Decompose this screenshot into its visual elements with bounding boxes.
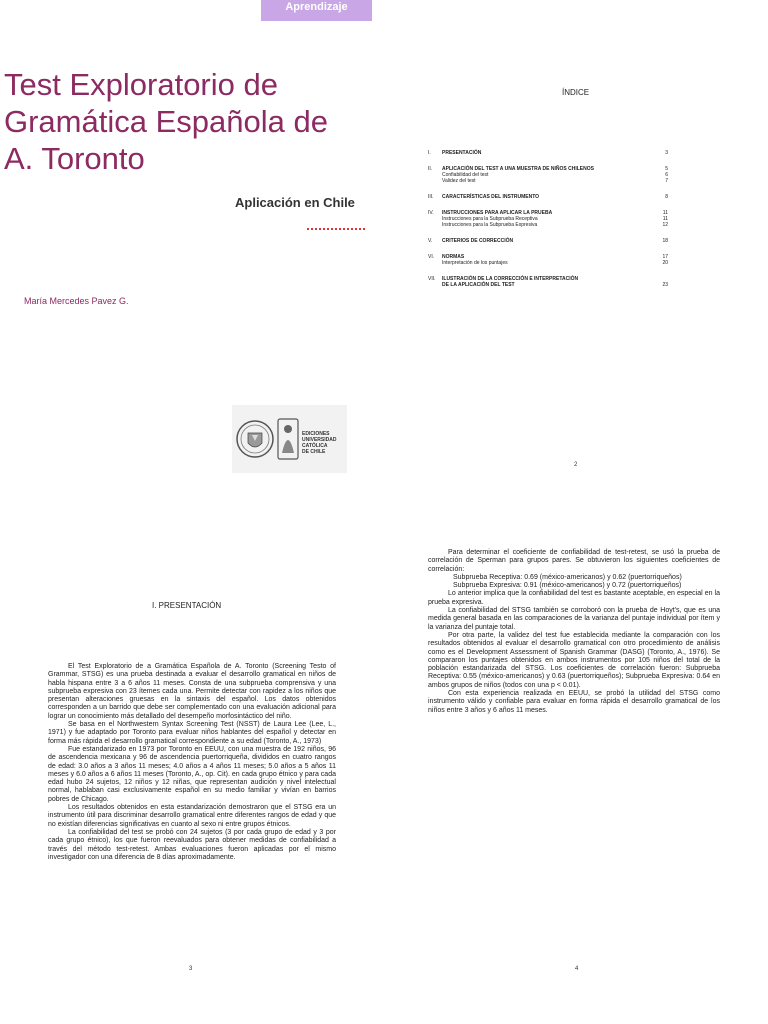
section-heading: I. PRESENTACIÓN <box>152 601 222 610</box>
toc-entry-page: 18 <box>662 238 668 244</box>
body-paragraph: El Test Exploratorio de a Gramática Española de A. Toronto (Screening Testo of Grammar, STSG) es una prueba destinada a evaluar el desarrollo gramatical en niños de habla hispana entre 3 a 6 años 11 meses. Consta de una subprueba comprensiva y una subprueba expresiva con 23 ítemes cada una. Permite detectar con rapidez a los niños que presentan alteraciones gruesas en la sintaxis del español. Los datos obtenidos corresponden a un barrido que debe ser complementado con una evaluación adicional para lograr un conocimiento más detallado del desempeño morfosintáctico del niño. <box>48 663 336 720</box>
toc-entry[interactable] <box>428 166 668 184</box>
toc-entry-label: Confiabilidad del test <box>442 172 489 178</box>
toc-entry-label: CRITERIOS DE CORRECCIÓN <box>442 238 514 244</box>
toc-entry-page: 11 <box>662 210 668 216</box>
page-number: 2 <box>574 462 578 468</box>
document-subtitle: Aplicación en Chile <box>235 195 355 210</box>
toc-entry[interactable] <box>428 150 668 156</box>
toc-entry[interactable] <box>428 238 668 244</box>
toc-number: V. <box>428 238 433 244</box>
toc-number: I. <box>428 150 431 156</box>
toc-number: II. <box>428 166 433 172</box>
author-name: María Mercedes Pavez G. <box>24 296 129 306</box>
toc-entry[interactable] <box>428 254 668 266</box>
body-paragraph: Lo anterior implica que la confiabilidad del test es bastante aceptable, en especial en la prueba expresiva. <box>428 590 720 606</box>
toc-entry[interactable] <box>428 276 668 288</box>
page3-body <box>48 663 336 862</box>
publisher-logo <box>232 405 347 473</box>
body-paragraph: Subprueba Expresiva: 0.91 (méxico-americanos) y 0.72 (puertorriqueños) <box>453 582 682 590</box>
toc-entry-label: APLICACIÓN DEL TEST A UNA MUESTRA DE NIÑOS CHILENOS <box>442 166 594 172</box>
toc-heading: ÍNDICE <box>562 88 590 97</box>
toc-entry-page: 12 <box>662 222 668 228</box>
body-paragraph: Con esta experiencia realizada en EEUU, se probó la utilidad del STSG como instrumento válido y confiable para evaluar en forma rápida el desarrollo gramatical de los niños entre 3 años y 6 años 11 meses. <box>428 690 720 714</box>
toc-entry-label: CARACTERÍSTICAS DEL INSTRUMENTO <box>442 194 540 200</box>
toc-entry-page: 8 <box>665 194 668 200</box>
body-paragraph: La confiabilidad del test se probó con 24 sujetos (3 por cada grupo de edad y 3 por cada grupo étnico), los que fueron reevaluados para obtener medidas de confiabilidad a través del método test-retest. Ambas evaluaciones fueron aplicadas por el mismo investigador con una diferencia de 8 días aproximadamente. <box>48 828 336 861</box>
toc-entry-label: PRESENTACIÓN <box>442 150 482 156</box>
table-of-contents <box>428 150 668 298</box>
document-title: Test Exploratorio de Gramática Española de A. Toronto <box>4 67 328 176</box>
toc-entry-page: 7 <box>665 178 668 184</box>
toc-entry-label: DE LA APLICACIÓN DEL TEST <box>442 282 515 288</box>
body-paragraph: La confiabilidad del STSG también se corroboró con la prueba de Hoyt's, que es una medida general basada en las comparaciones de la varianza del puntaje individual por ítem y la varianza del puntaje total. <box>428 607 720 631</box>
toc-entry-label: Interpretación de los puntajes <box>442 260 508 266</box>
toc-entry-label: INSTRUCCIONES PARA APLICAR LA PRUEBA <box>442 210 553 216</box>
toc-entry-page: 17 <box>662 254 668 260</box>
body-paragraph: Se basa en el Northwestern Syntax Screening Test (NSST) de Laura Lee (Lee, L., 1971) y fue adaptado por Toronto para evaluar niños hablantes del español y detectar en forma más rápida el desarrollo gramatical correspondiente a su edad (Toronto, A., 1973) <box>48 721 336 745</box>
toc-number: VII. <box>428 276 436 282</box>
toc-entry-label: Instrucciones para la Subprueba Expresiva <box>442 222 538 228</box>
toc-number: III. <box>428 194 434 200</box>
toc-entry-label: ILUSTRACIÓN DE LA CORRECCIÓN E INTERPRETACIÓN <box>442 276 579 282</box>
toc-entry[interactable] <box>428 194 668 200</box>
toc-number: VI. <box>428 254 435 260</box>
body-paragraph: Los resultados obtenidos en esta estandarización demostraron que el STSG era un instrumento útil para discriminar desarrollo gramatical entre diferentes rangos de edad y que no existían diferencias significativas en cuanto al sexo ni entre grupos étnicos. <box>48 804 336 828</box>
decorative-underline <box>307 228 365 233</box>
toc-entry-page: 11 <box>662 216 668 222</box>
page-number: 3 <box>189 966 193 972</box>
toc-entry-label: NORMAS <box>442 254 465 260</box>
body-paragraph: Subprueba Receptiva: 0.69 (méxico-americanos) y 0.62 (puertorriqueños) <box>453 573 682 581</box>
toc-entry-label: Validez del test <box>442 178 476 184</box>
body-paragraph: Fue estandarizado en 1973 por Toronto en EEUU, con una muestra de 192 niños, 96 de ascendencia mexicana y 96 de ascendencia puertorriqueña, divididos en cuatro rangos de edad: 3.0 años a 3 años 11 meses; 4.0 años a 4 años 11 meses; 5.0 años a 5 años 11 meses y 6.0 años a 6 años 11 meses (Toronto, A., op. Cit). en cada grupo étnico y para cada edad hubo 24 sujetos, 12 niños y 12 niñas, que representan audición y nivel intelectual normal, hablaban casi exclusivamente español en su medio familiar y vivían en barrios pobres de Chicago. <box>48 745 336 803</box>
body-paragraph: Por otra parte, la validez del test fue establecida mediante la comparación con los resultados obtenidos al evaluar el desarrollo gramatical con otro procedimiento de análisis como es el Development Assessment of Spanish Grammar (DASG) (Toronto, A., 1976). Se compararon los puntajes obtenidos en ambos instrumentos por 105 niños del total de la población estandarizada del STSG. Los coeficientes de correlación fueron: Subprueba Receptiva: 0.55 (méxico-americanos) y 0.63 (puertorriqueños); Subprueba Expresiva: 0.64 en ambos grupos de niños (todos con una p < 0.01). <box>428 631 720 689</box>
toc-entry-page: 23 <box>662 282 668 288</box>
logo-wordmark: EDICIONES UNIVERSIDAD CATÓLICA DE CHILE <box>302 431 337 455</box>
toc-entry-page: 3 <box>665 150 668 156</box>
body-paragraph: Para determinar el coeficiente de confiabilidad de test-retest, se usó la prueba de correlación de Sperman para grupos pares. Se obtuvieron los siguientes coeficientes de correlación: <box>428 549 720 573</box>
category-badge[interactable]: Aprendizaje <box>261 0 372 21</box>
toc-number: IV. <box>428 210 434 216</box>
toc-entry-page: 20 <box>662 260 668 266</box>
toc-entry-page: 6 <box>665 172 668 178</box>
toc-entry-label: Instrucciones para la Subprueba Receptiva <box>442 216 538 222</box>
toc-entry-page: 5 <box>665 166 668 172</box>
page4-body <box>428 549 720 715</box>
toc-entry[interactable] <box>428 210 668 228</box>
page-number: 4 <box>575 966 579 972</box>
